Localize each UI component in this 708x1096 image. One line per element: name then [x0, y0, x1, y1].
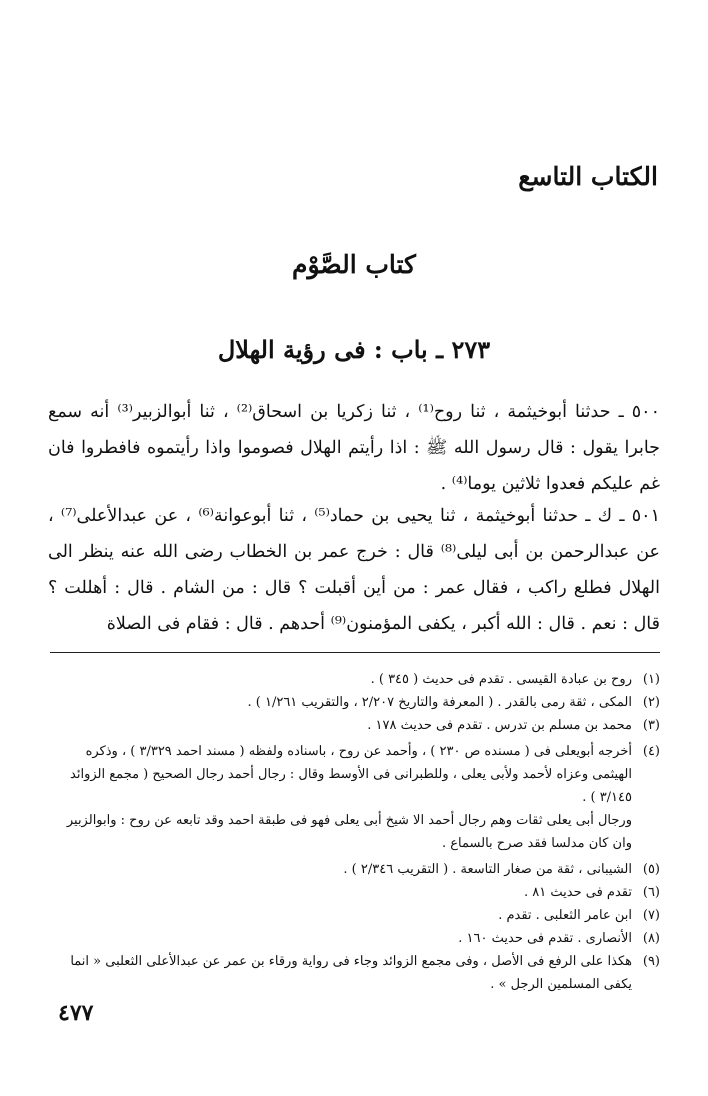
- footnote-8: [48, 927, 660, 950]
- footnote-text: هكذا على الرفع فى الأصل ، وفى مجمع الزوائد وجاء فى رواية ورقاء بن عمر عن عبدالأعلى الثعلبى « انما يكفى المسلمين الرجل » .: [70, 954, 632, 992]
- footnote-2: [48, 691, 660, 714]
- footnote-text: المكى ، ثقة رمى بالقدر . ( المعرفة والتاريخ ٢/٢٠٧ ، والتقريب ١/٢٦١ ) .: [247, 695, 632, 710]
- footnote-divider: [50, 652, 660, 653]
- footnote-5: [48, 858, 660, 881]
- footnote-text: محمد بن مسلم بن تدرس . تقدم فى حديث ١٧٨ .: [367, 718, 632, 733]
- footnote-number: (٥): [642, 862, 660, 877]
- footnote-9: [48, 950, 660, 996]
- footnote-number: (٨): [642, 931, 660, 946]
- page-number: ٤٧٧: [58, 1000, 94, 1026]
- footnote-text: ابن عامر الثعلبى . تقدم .: [498, 908, 632, 923]
- footnote-text-continued: ورجال أبى يعلى ثقات وهم رجال أحمد الا شيخ أبى يعلى فهو فى طبقة احمد وقد تابعه عن روح : وابوالزبير وان كان مدلسا فقد صرح بالسماع .: [66, 813, 632, 851]
- hadith-501: ٥٠١ ـ ك ـ حدثنا أبوخيثمة ، ثنا يحيى بن حماد⁽⁵⁾ ، ثنا أبوعوانة⁽⁶⁾ ، عن عبدالأعلى⁽⁷⁾ ، عن عبدالرحمن بن أبى ليلى⁽⁸⁾ قال : خرج عمر بن الخطاب رضى الله عنه ينظر الى الهلال فطلع راكب ، فقال عمر : من أين أقبلت ؟ قال : من الشام . قال : أهللت ؟ قال : نعم . قال : الله أكبر ، يكفى المؤمنون⁽⁹⁾ أحدهم . قال : فقام فى الصلاة: [48, 506, 660, 634]
- footnote-number: (٩): [642, 954, 660, 969]
- footnote-number: (٦): [642, 885, 660, 900]
- footnote-4: [48, 740, 660, 855]
- footnote-number: (٣): [642, 718, 660, 733]
- footnote-text: الشيبانى ، ثقة من صغار التاسعة . ( التقريب ٢/٣٤٦ ) .: [343, 862, 632, 877]
- chapter-title: كتاب الصَّوْم: [292, 250, 416, 279]
- footnote-number: (١): [642, 672, 660, 687]
- footnote-text: تقدم فى حديث ٨١ .: [524, 885, 632, 900]
- footnote-6: [48, 881, 660, 904]
- hadith-500: ٥٠٠ ـ حدثنا أبوخيثمة ، ثنا روح⁽¹⁾ ، ثنا زكريا بن اسحاق⁽²⁾ ، ثنا أبوالزبير⁽³⁾ أنه سمع جابرا يقول : قال رسول الله ﷺ : اذا رأيتم الهلال فصوموا واذا رأيتموه فافطروا فان غم عليكم فعدوا ثلاثين يوما⁽⁴⁾ .: [48, 402, 660, 494]
- footnotes: [48, 668, 660, 996]
- footnote-3: [48, 714, 660, 737]
- footnote-1: [48, 668, 660, 691]
- footnote-text: الأنصارى . تقدم فى حديث ١٦٠ .: [458, 931, 632, 946]
- footnote-number: (٢): [642, 695, 660, 710]
- footnote-number: (٧): [642, 908, 660, 923]
- section-title: ٢٧٣ ـ باب : فى رؤية الهلال: [217, 335, 491, 364]
- book-heading: الكتاب التاسع: [518, 162, 658, 191]
- footnote-text: أخرجه أبويعلى فى ( مسنده ص ٢٣٠ ) ، وأحمد عن روح ، باسناده ولفظه ( مسند احمد ٣/٣٢٩ ) ، وذكره الهيثمى وعزاه لأحمد ولأبى يعلى ، وللطبرانى فى الأوسط وقال : رجال أحمد رجال الصحيح ( مجمع الزوائد ٣/١٤٥ ) .: [70, 744, 632, 805]
- footnote-number: (٤): [642, 744, 660, 759]
- footnote-text: روح بن عبادة القيسى . تقدم فى حديث ( ٣٤٥ ) .: [370, 672, 632, 687]
- footnote-7: [48, 904, 660, 927]
